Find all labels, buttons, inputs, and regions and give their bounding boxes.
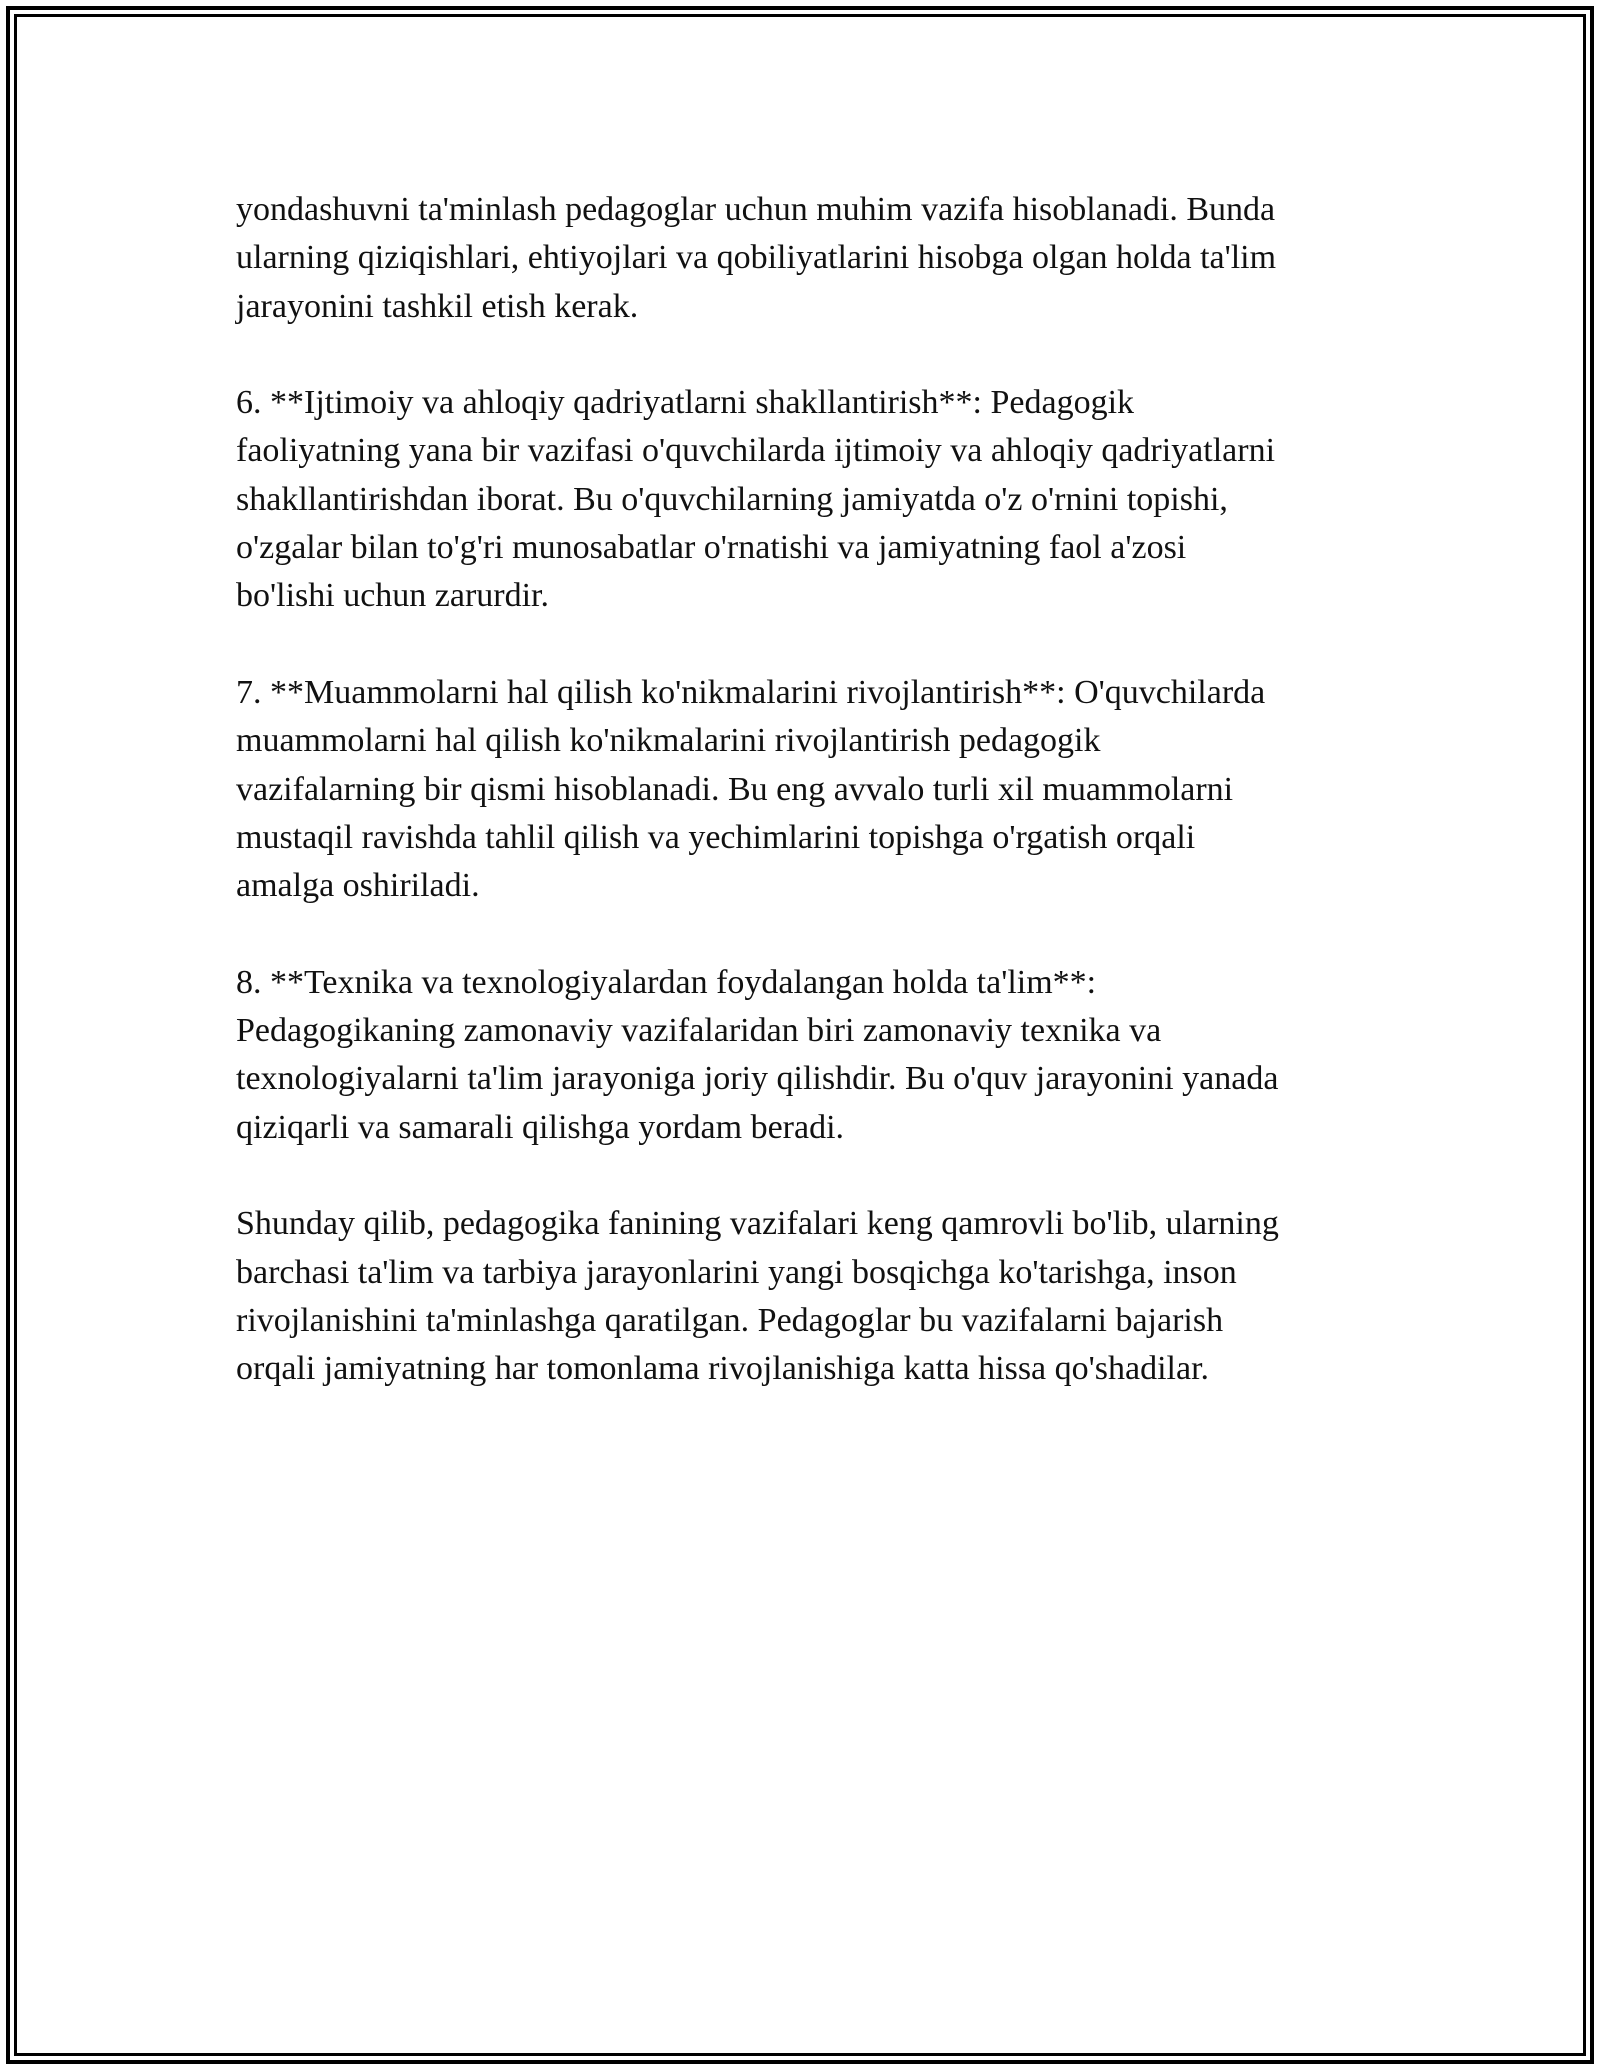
paragraph-item-8: 8. **Texnika va texnologiyalardan foydalangan holda ta'lim**: Pedagogikaning zamonaviy vazifalaridan biri zamonaviy texnika va texnologiyalarni ta'lim jarayoniga joriy qilishdir. Bu o'quv jarayonini yanada qiziqarli va samarali qilishga yordam beradi. [236, 963, 1279, 1146]
paragraph-conclusion: Shunday qilib, pedagogika fanining vazifalari keng qamrovli bo'lib, ularning barchasi ta'lim va tarbiya jarayonlarini yangi bosqichga ko'tarishga, inson rivojlanishini ta'minlashga qaratilgan. Pedagoglar bu vazifalarni bajarish orqali jamiyatning har tomonlama rivojlanishiga katta hissa qo'shadilar. [236, 1205, 1279, 1388]
document-body [236, 186, 1376, 1393]
paragraph-item-7: 7. **Muammolarni hal qilish ko'nikmalarini rivojlantirish**: O'quvchilarda muammolarni hal qilish ko'nikmalarini rivojlantirish pedagogik vazifalarning bir qismi hisoblanadi. Bu eng avvalo turli xil muammolarni mustaqil ravishda tahlil qilish va yechimlarini topishga o'rgatish orqali amalga oshiriladi. [236, 673, 1266, 905]
paragraph-intro-continuation: yondashuvni ta'minlash pedagoglar uchun muhim vazifa hisoblanadi. Bunda ularning qiziqishlari, ehtiyojlari va qobiliyatlarini hisobga olgan holda ta'lim jarayonini tashkil etish kerak. [236, 191, 1277, 325]
paragraph-item-6: 6. **Ijtimoiy va ahloqiy qadriyatlarni shakllantirish**: Pedagogik faoliyatning yana bir vazifasi o'quvchilarda ijtimoiy va ahloqiy qadriyatlarni shakllantirishdan iborat. Bu o'quvchilarning jamiyatda o'z o'rnini topishi, o'zgalar bilan to'g'ri munosabatlar o'rnatishi va jamiyatning faol a'zosi bo'lishi uchun zarurdir. [236, 384, 1276, 615]
